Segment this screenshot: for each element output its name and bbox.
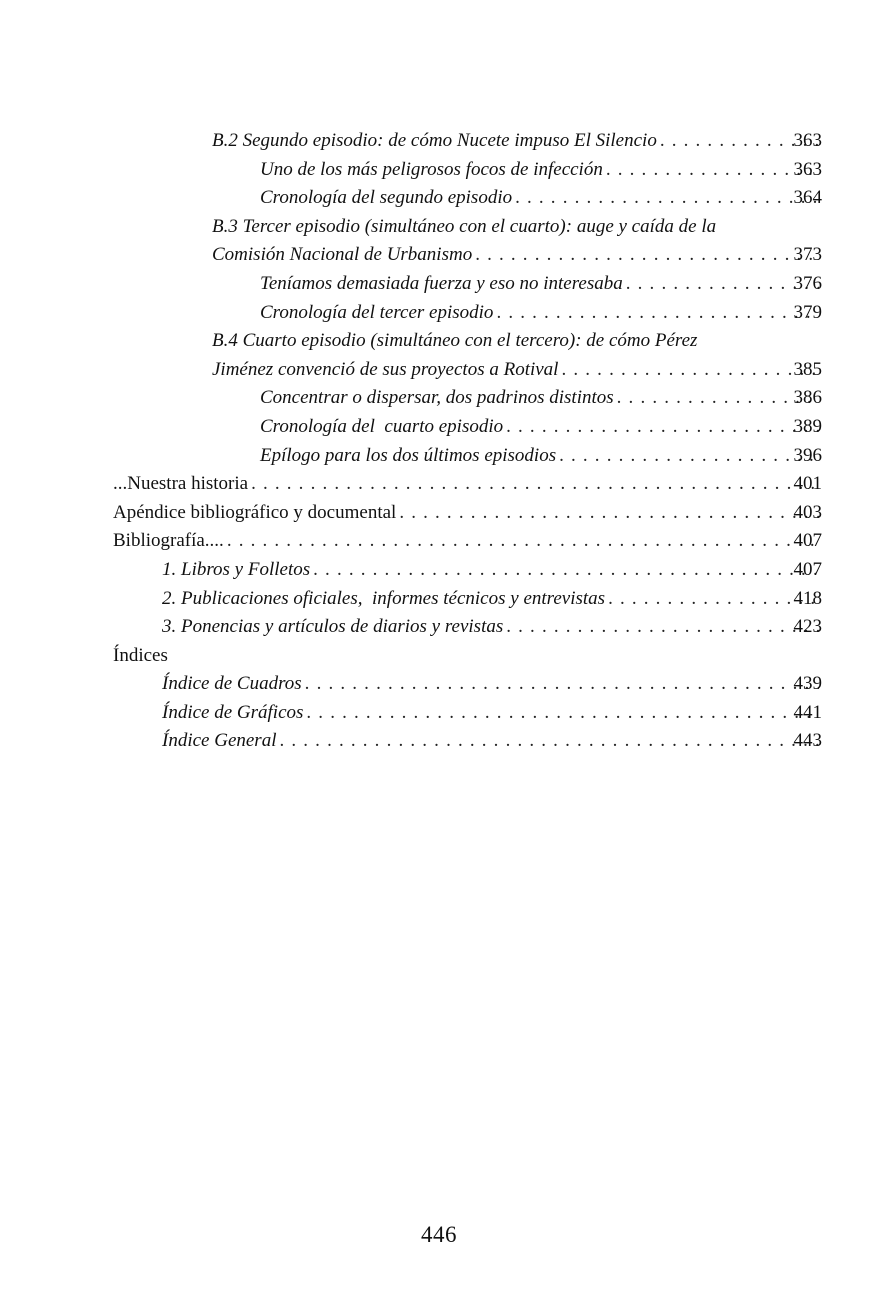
toc-page-number: 364 — [793, 187, 822, 209]
page-number: 446 — [421, 1222, 457, 1247]
leader-dots — [399, 499, 819, 528]
toc-entry — [260, 413, 878, 442]
toc-entry — [162, 585, 878, 614]
toc-entry-title: Epílogo para los dos últimos episodios — [260, 444, 557, 466]
toc-entry — [260, 156, 878, 185]
leader-dots — [515, 184, 819, 213]
toc-entry — [212, 327, 878, 384]
toc-entry — [212, 213, 878, 270]
toc-entry-title: 3. Ponencias y artículos de diarios y revistas — [162, 616, 504, 638]
toc-entry-title: Uno de los más peligrosos focos de infección — [260, 158, 603, 180]
indices-heading: Índices — [113, 644, 168, 666]
toc-page-number: 423 — [793, 616, 822, 638]
toc-page-number: 401 — [793, 473, 822, 495]
leader-dots — [506, 413, 819, 442]
toc-page-number: 441 — [793, 701, 822, 723]
toc-entry-title: Cronología del segundo episodio — [260, 187, 513, 209]
toc-entry-title-line1: B.4 Cuarto episodio (simultáneo con el tercero): de cómo Pérez — [212, 330, 698, 352]
toc-entry — [260, 442, 878, 471]
toc-page-number: 363 — [793, 158, 822, 180]
leader-dots — [306, 699, 819, 728]
toc-entry-title: ...Nuestra historia — [113, 473, 249, 495]
leader-dots — [279, 727, 819, 756]
toc-entry — [162, 670, 878, 699]
toc-entry-title: Bibliografía.... — [113, 530, 224, 552]
leader-dots — [227, 527, 819, 556]
toc-entry — [260, 270, 878, 299]
leader-dots — [313, 556, 819, 585]
toc-entry-title: 1. Libros y Folletos — [162, 558, 311, 580]
toc-entry — [162, 613, 878, 642]
toc-page-number: 373 — [793, 244, 822, 266]
toc-page-number: 389 — [793, 415, 822, 437]
toc-entry — [113, 527, 878, 556]
toc-entry-title: Índice de Gráficos — [162, 701, 304, 723]
toc-page-number: 376 — [793, 272, 822, 294]
toc-entry-title-line1: B.3 Tercer episodio (simultáneo con el cuarto): auge y caída de la — [212, 215, 717, 237]
toc-page-number: 386 — [793, 387, 822, 409]
toc-page-number: 407 — [793, 530, 822, 552]
leader-dots — [496, 299, 819, 328]
table-of-contents — [0, 127, 878, 756]
toc-entry-title: Cronología del tercer episodio — [260, 301, 494, 323]
leader-dots — [559, 442, 819, 471]
toc-entry-title: Concentrar o dispersar, dos padrinos distintos — [260, 387, 614, 409]
toc-entry — [162, 556, 878, 585]
toc-entry-title: Apéndice bibliográfico y documental — [113, 501, 397, 523]
leader-dots — [475, 241, 819, 270]
toc-entry-title: Jiménez convenció de sus proyectos a Rotival — [212, 358, 559, 380]
toc-entry — [113, 499, 878, 528]
toc-entry-title: Teníamos demasiada fuerza y eso no interesaba — [260, 272, 623, 294]
toc-page-number: 443 — [793, 730, 822, 752]
toc-entry-title: B.2 Segundo episodio: de cómo Nucete impuso El Silencio — [212, 130, 657, 151]
leader-dots — [561, 356, 819, 385]
toc-entry — [260, 299, 878, 328]
toc-entry-title: Índice General — [162, 730, 277, 752]
toc-page-number: 403 — [793, 501, 822, 523]
leader-dots — [506, 613, 819, 642]
toc-entry-title: Cronología del cuarto episodio — [260, 415, 504, 437]
toc-page-number: 407 — [793, 558, 822, 580]
toc-page-number: 385 — [793, 358, 822, 380]
toc-page-number: 418 — [793, 587, 822, 609]
toc-entry — [162, 699, 878, 728]
toc-entry-title: Índice de Cuadros — [162, 673, 302, 695]
toc-entry — [212, 127, 878, 156]
toc-entry-title: Comisión Nacional de Urbanismo — [212, 244, 473, 266]
toc-page-number: 363 — [793, 130, 822, 151]
toc-entry — [162, 727, 878, 756]
toc-entry-title: 2. Publicaciones oficiales, informes técnicos y entrevistas — [162, 587, 606, 609]
leader-dots — [251, 470, 819, 499]
toc-entry — [260, 384, 878, 413]
toc-page-number: 379 — [793, 301, 822, 323]
toc-entry — [113, 470, 878, 499]
toc-page-number: 396 — [793, 444, 822, 466]
toc-page-number: 439 — [793, 673, 822, 695]
toc-entry — [260, 184, 878, 213]
leader-dots — [305, 670, 819, 699]
